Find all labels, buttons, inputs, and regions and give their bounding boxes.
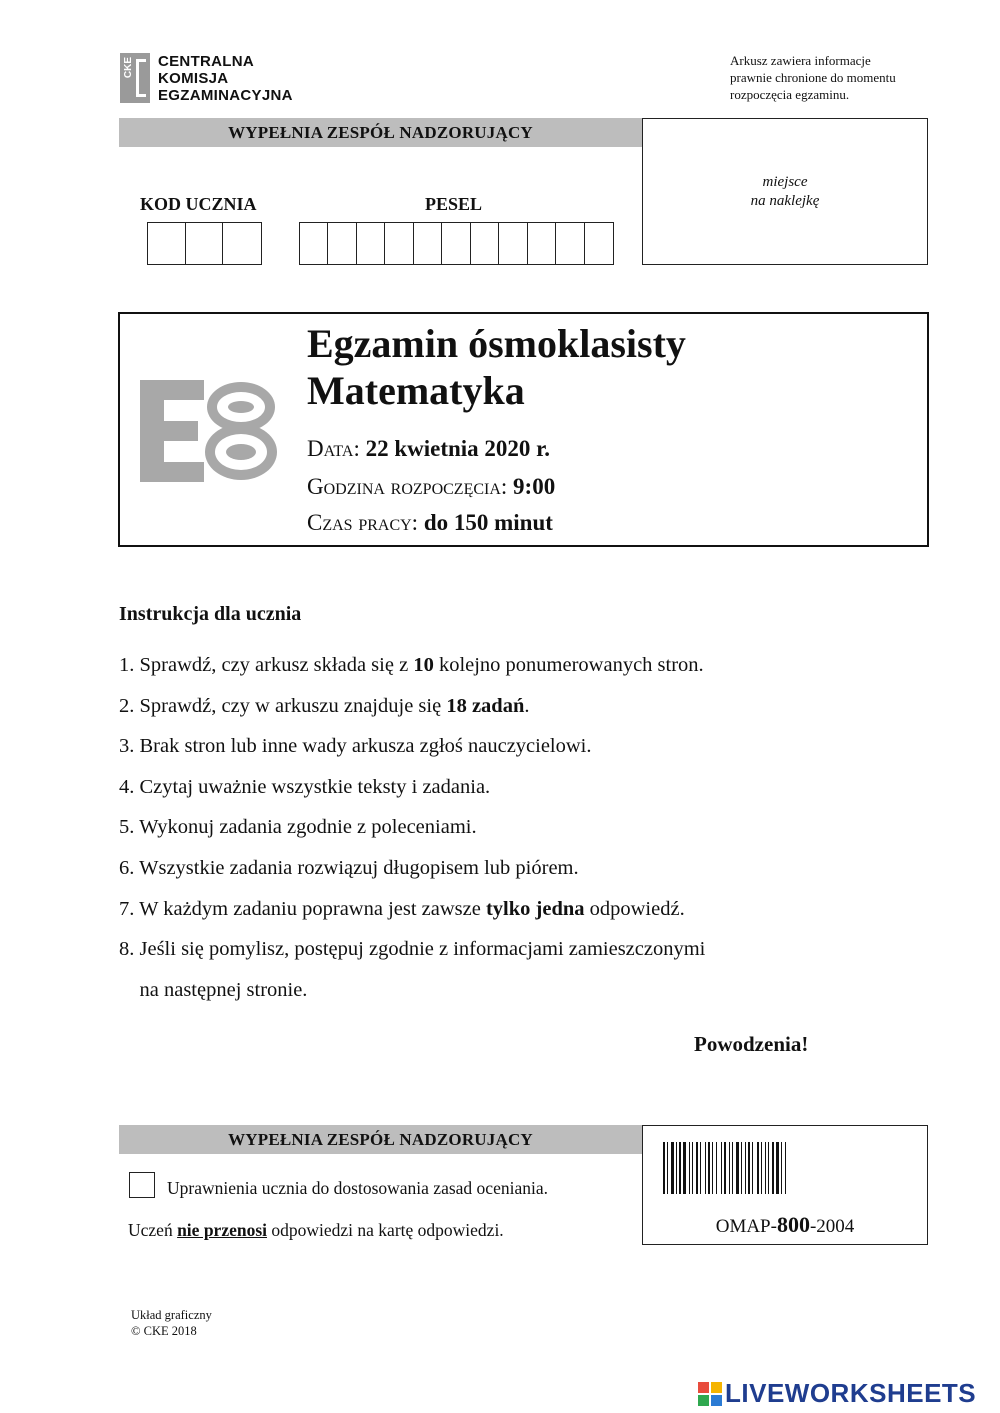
sticker-line: na naklejkę: [750, 193, 820, 209]
logo-line: EGZAMINACYJNA: [158, 86, 293, 104]
barcode-bar: [785, 1142, 786, 1194]
digit-box[interactable]: [556, 223, 584, 264]
kod-ucznia-label: KOD UCZNIA: [140, 194, 257, 214]
exam-title-line: Egzamin ósmoklasisty: [307, 321, 686, 366]
pesel-input[interactable]: [299, 222, 614, 265]
sheet-code-post: -2004: [809, 1216, 855, 1237]
barcode-bar: [781, 1142, 782, 1194]
legal-line: rozpoczęcia egzaminu.: [730, 87, 850, 102]
instruction-text: 7. W każdym zadaniu poprawna jest zawsze: [119, 897, 486, 920]
instruction-item: [119, 932, 839, 973]
barcode-bar: [721, 1142, 722, 1194]
digit-box[interactable]: [328, 223, 356, 264]
barcode-bar: [671, 1142, 674, 1194]
barcode-bar: [724, 1142, 726, 1194]
instruction-text-end: .: [524, 694, 530, 717]
barcode-bar: [708, 1142, 710, 1194]
digit-box[interactable]: [442, 223, 470, 264]
barcode-bar: [761, 1142, 762, 1194]
digit-box[interactable]: [471, 223, 499, 264]
barcode-bar: [676, 1142, 677, 1194]
sticker-line: miejsce: [762, 174, 808, 190]
instruction-item: [119, 770, 839, 811]
exam-info-box: [118, 312, 929, 547]
digit-box[interactable]: [223, 223, 261, 264]
instruction-item: [119, 648, 839, 689]
instruction-text: 2. Sprawdź, czy w arkuszu znajduje się: [119, 694, 447, 717]
cke-logo-name: [158, 53, 293, 104]
instructions-list: [119, 648, 839, 1013]
cke-logo-side-text: CKE: [123, 57, 134, 79]
digit-box[interactable]: [414, 223, 442, 264]
logo-line: CENTRALNA: [158, 52, 255, 70]
supervisor-bar-bottom: WYPEŁNIA ZESPÓŁ NADZORUJĄCY: [119, 1125, 642, 1154]
barcode-bar: [683, 1142, 686, 1194]
barcode-bar: [705, 1142, 706, 1194]
digit-box[interactable]: [300, 223, 328, 264]
exam-start-time: [307, 474, 555, 500]
instruction-text-end: odpowiedź.: [584, 897, 685, 920]
cke-logo-e-shape: [136, 59, 146, 97]
transfer-note-bold: nie przenosi: [177, 1220, 268, 1240]
barcode-bar: [689, 1142, 690, 1194]
instruction-bold: 18 zadań: [446, 694, 525, 717]
barcode-bar: [692, 1142, 693, 1194]
exam-duration-value: do 150 minut: [423, 510, 553, 535]
digit-box[interactable]: [528, 223, 556, 264]
instruction-item: [119, 851, 839, 892]
instruction-text: 3. Brak stron lub inne wady arkusza zgłoś nauczycielowi.: [119, 735, 592, 758]
watermark-text: LIVEWORKSHEETS: [725, 1378, 977, 1408]
barcode-bar: [732, 1142, 733, 1194]
exam-duration-label: Czas pracy:: [307, 510, 419, 535]
footer-line: © CKE 2018: [131, 1324, 197, 1338]
barcode-bar: [679, 1142, 681, 1194]
exam-time-value: 9:00: [513, 474, 556, 499]
good-luck-text: Powodzenia!: [694, 1032, 809, 1056]
sheet-code-mid: 800: [776, 1212, 810, 1237]
barcode-bar: [667, 1142, 668, 1194]
footer-credits: [131, 1307, 212, 1339]
cke-logo: [120, 52, 293, 104]
barcode-bar: [741, 1142, 742, 1194]
liveworksheets-logo-icon: [697, 1381, 723, 1407]
barcode-bar: [776, 1142, 779, 1194]
exam-date: [307, 436, 550, 462]
e8-logo-icon: [140, 380, 280, 482]
digit-box[interactable]: [585, 223, 613, 264]
barcode-icon: [663, 1142, 909, 1194]
instruction-text: 1. Sprawdź, czy arkusz składa się z: [119, 654, 414, 676]
footer-line: Układ graficzny: [131, 1308, 212, 1322]
digit-box[interactable]: [357, 223, 385, 264]
instruction-item: [119, 810, 839, 851]
instruction-bold: 10: [413, 654, 434, 676]
sheet-code-pre: OMAP-: [715, 1216, 777, 1237]
instruction-text-end: kolejno ponumerowanych stron.: [433, 654, 704, 676]
instruction-text: 6. Wszystkie zadania rozwiązuj długopisem lub piórem.: [119, 856, 579, 879]
logo-line: KOMISJA: [158, 69, 229, 87]
exam-date-label: Data:: [307, 436, 360, 461]
instruction-text: na następnej stronie.: [119, 978, 308, 1001]
exam-subject: Matematyka: [307, 368, 525, 413]
instruction-text: 5. Wykonuj zadania zgodnie z poleceniami.: [119, 816, 477, 839]
pesel-label: PESEL: [425, 194, 483, 214]
instruction-item: [119, 689, 839, 730]
barcode-bar: [752, 1142, 753, 1194]
barcode-bar: [736, 1142, 739, 1194]
accommodation-checkbox[interactable]: [129, 1172, 155, 1198]
digit-box[interactable]: [186, 223, 224, 264]
barcode-bar: [765, 1142, 766, 1194]
answer-transfer-note: [128, 1220, 504, 1241]
barcode-bar: [700, 1142, 701, 1194]
instruction-text: 4. Czytaj uważnie wszystkie teksty i zadania.: [119, 775, 491, 798]
supervisor-bar-top: WYPEŁNIA ZESPÓŁ NADZORUJĄCY: [119, 118, 642, 147]
instruction-item: [119, 892, 839, 933]
barcode-bar: [748, 1142, 750, 1194]
transfer-note-post: odpowiedzi na kartę odpowiedzi.: [267, 1220, 504, 1240]
sticker-area: [642, 118, 928, 265]
instruction-bold: tylko jedna: [485, 897, 585, 920]
exam-date-value: 22 kwietnia 2020 r.: [365, 436, 551, 461]
barcode-bar: [696, 1142, 698, 1194]
barcode-bar: [757, 1142, 759, 1194]
exam-time-label: Godzina rozpoczęcia:: [307, 474, 508, 499]
cke-logo-mark: [120, 53, 150, 103]
legal-notice: [730, 52, 960, 103]
exam-title: [307, 320, 686, 414]
instruction-item: [119, 973, 839, 1014]
liveworksheets-watermark: [697, 1378, 976, 1409]
barcode-bar: [768, 1142, 769, 1194]
legal-line: prawnie chronione do momentu: [730, 70, 896, 85]
digit-box[interactable]: [499, 223, 527, 264]
barcode-bar: [663, 1142, 665, 1194]
barcode-bar: [729, 1142, 730, 1194]
barcode-bar: [716, 1142, 717, 1194]
digit-box[interactable]: [385, 223, 413, 264]
sheet-code: [643, 1212, 927, 1238]
digit-box[interactable]: [148, 223, 186, 264]
instruction-item: [119, 729, 839, 770]
barcode-bar: [745, 1142, 746, 1194]
legal-line: Arkusz zawiera informacje: [730, 53, 871, 68]
kod-ucznia-input[interactable]: [147, 222, 262, 265]
instructions-title: Instrukcja dla ucznia: [119, 603, 302, 625]
barcode-bar: [772, 1142, 774, 1194]
transfer-note-pre: Uczeń: [128, 1220, 178, 1240]
accommodation-checkbox-label: Uprawnienia ucznia do dostosowania zasad oceniania.: [167, 1178, 548, 1198]
exam-duration: [307, 510, 553, 536]
barcode-box: [642, 1125, 928, 1245]
instruction-text: 8. Jeśli się pomylisz, postępuj zgodnie z informacjami zamieszczonymi: [119, 938, 706, 961]
barcode-bar: [712, 1142, 713, 1194]
